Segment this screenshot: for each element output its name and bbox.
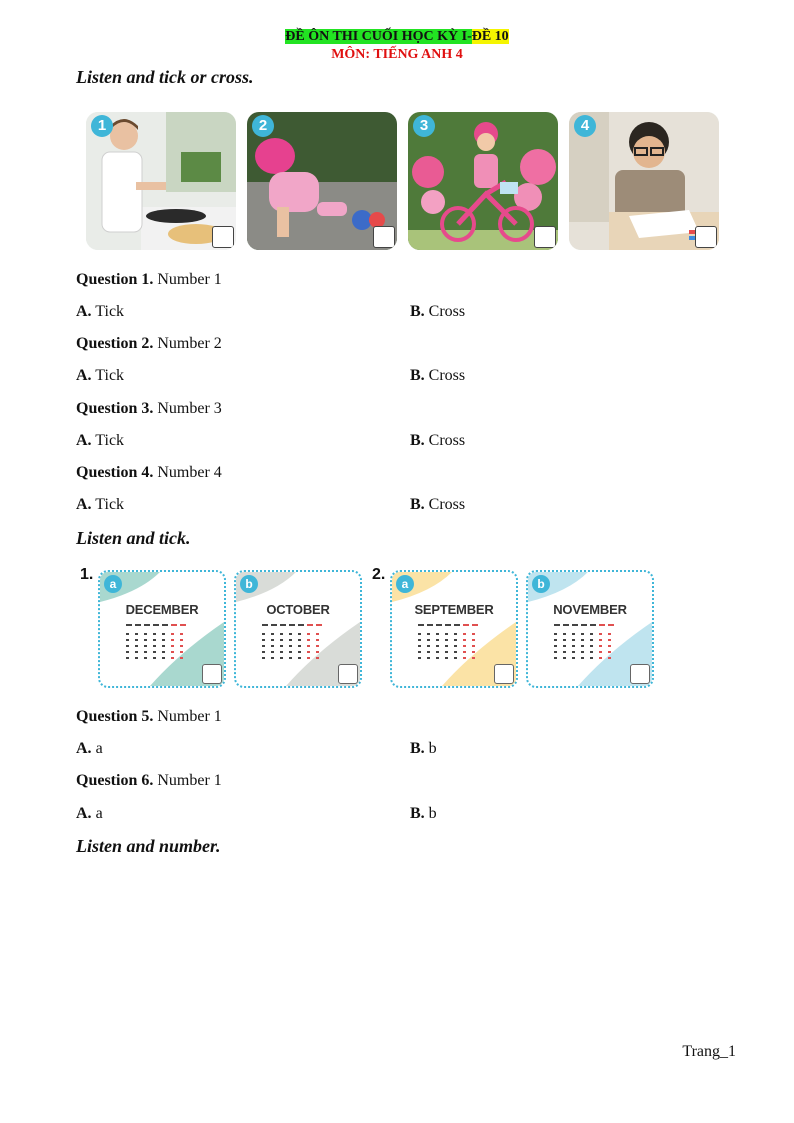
calendar-day-mark [262,657,265,659]
calendar-day-mark [445,633,448,635]
calendar-day-mark [581,645,584,647]
question-4: Question 4. Number 4 [76,464,222,481]
calendar-day-mark [135,645,138,647]
calendar-day-mark [135,624,141,626]
calendar-day-mark [454,651,457,653]
calendar-day-mark [608,633,611,635]
calendar-day-mark [162,657,165,659]
calendar-day-mark [316,645,319,647]
question-2-option-a[interactable]: A. Tick [76,367,125,384]
calendar-day-mark [472,651,475,653]
calendar-day-mark [298,639,301,641]
calendar-day-mark [445,651,448,653]
calendar-day-mark [581,657,584,659]
calendar-day-mark [463,651,466,653]
calendar-day-mark [463,657,466,659]
month-name: SEPTEMBER [414,602,494,617]
calendar-day-mark [418,651,421,653]
calendar-day-mark [271,639,274,641]
calendar-day-mark [590,624,596,626]
calendar-day-mark [572,645,575,647]
month-name: DECEMBER [125,602,199,617]
answer-box[interactable] [338,664,358,684]
calendar-card [390,570,518,688]
calendar-day-mark [599,633,602,635]
calendar-day-mark [316,624,322,626]
calendar-day-mark [162,624,168,626]
calendar-day-mark [171,651,174,653]
calendar-day-mark [298,645,301,647]
answer-box[interactable] [534,226,556,248]
exam-title [0,28,794,46]
answer-box[interactable] [695,226,717,248]
calendar-day-mark [126,639,129,641]
calendar-day-mark [298,657,301,659]
calendar-day-mark [590,639,593,641]
calendar-day-mark [307,639,310,641]
calendar-day-mark [280,624,286,626]
calendar-day-mark [472,657,475,659]
calendar-day-mark [135,651,138,653]
calendar-day-mark [162,645,165,647]
calendar-day-mark [180,639,183,641]
picture-2 [247,112,397,250]
calendar-day-mark [563,645,566,647]
calendar-day-mark [316,657,319,659]
mini-calendar-grid [554,624,626,666]
calendar-day-mark [427,657,430,659]
calendar-day-mark [307,624,313,626]
calendar-day-mark [563,651,566,653]
calendar-day-mark [599,657,602,659]
calendar-day-mark [289,639,292,641]
picture-number: 4 [574,115,596,137]
answer-box[interactable] [373,226,395,248]
section-heading-listen-and-tick: Listen and tick. [76,528,191,548]
calendar-day-mark [608,624,614,626]
calendar-card [234,570,362,688]
calendar-day-mark [563,633,566,635]
calendar-day-mark [599,651,602,653]
calendar-day-mark [162,651,165,653]
calendar-day-mark [162,639,165,641]
question-5-option-b[interactable]: B. b [410,740,437,757]
calendar-day-mark [271,657,274,659]
question-1-option-b[interactable]: B. Cross [410,303,466,320]
mini-calendar-grid [262,624,334,666]
calendar-day-mark [445,639,448,641]
calendar-day-mark [608,651,611,653]
picture-3 [408,112,558,250]
calendar-day-mark [572,657,575,659]
calendar-day-mark [454,633,457,635]
calendar-day-mark [280,657,283,659]
calendar-day-mark [472,624,478,626]
calendar-day-mark [316,651,319,653]
calendar-day-mark [126,645,129,647]
calendar-day-mark [262,624,268,626]
card-letter: b [532,575,550,593]
section-heading-tick-or-cross: Listen and tick or cross. [76,67,254,87]
calendar-card [526,570,654,688]
calendar-day-mark [153,624,159,626]
calendar-day-mark [581,633,584,635]
calendar-day-mark [418,645,421,647]
exam-title-number: ĐỀ 10 [471,29,509,44]
calendar-day-mark [445,657,448,659]
question-6-option-b[interactable]: B. b [410,805,437,822]
calendar-day-mark [280,651,283,653]
calendar-day-mark [590,651,593,653]
calendar-day-mark [581,624,587,626]
calendar-day-mark [427,639,430,641]
calendar-day-mark [298,624,304,626]
calendar-day-mark [144,639,147,641]
calendar-day-mark [463,633,466,635]
calendar-day-mark [307,633,310,635]
calendar-day-mark [271,633,274,635]
calendar-day-mark [289,651,292,653]
mini-calendar-grid [126,624,198,666]
calendar-strip [76,566,666,692]
calendar-day-mark [590,657,593,659]
calendar-day-mark [599,645,602,647]
calendar-day-mark [463,639,466,641]
calendar-day-mark [162,633,165,635]
calendar-day-mark [262,651,265,653]
calendar-day-mark [280,645,283,647]
calendar-day-mark [289,645,292,647]
calendar-day-mark [445,645,448,647]
question-4-option-a[interactable]: A. Tick [76,496,125,513]
calendar-day-mark [608,645,611,647]
question-3-option-a[interactable]: A. Tick [76,432,125,449]
answer-box[interactable] [202,664,222,684]
calendar-day-mark [418,657,421,659]
month-name: NOVEMBER [553,602,627,617]
calendar-day-mark [436,645,439,647]
calendar-day-mark [427,633,430,635]
calendar-day-mark [262,639,265,641]
calendar-day-mark [180,645,183,647]
calendar-day-mark [590,645,593,647]
picture-1 [86,112,236,250]
answer-box[interactable] [630,664,650,684]
calendar-day-mark [554,639,557,641]
calendar-day-mark [563,639,566,641]
calendar-day-mark [271,651,274,653]
question-6-option-a[interactable]: A. a [76,805,103,822]
calendar-day-mark [307,645,310,647]
picture-4 [569,112,719,250]
calendar-day-mark [608,639,611,641]
answer-box[interactable] [212,226,234,248]
answer-box[interactable] [494,664,514,684]
calendar-day-mark [180,624,186,626]
section-heading-listen-and-number: Listen and number. [76,836,221,856]
calendar-day-mark [144,624,150,626]
calendar-day-mark [436,651,439,653]
calendar-day-mark [171,624,177,626]
calendar-day-mark [554,624,560,626]
calendar-card [98,570,226,688]
calendar-day-mark [153,633,156,635]
calendar-day-mark [454,657,457,659]
card-letter: a [396,575,414,593]
calendar-day-mark [180,657,183,659]
calendar-day-mark [472,633,475,635]
question-1-option-a[interactable]: A. Tick [76,303,125,320]
calendar-day-mark [144,633,147,635]
calendar-day-mark [472,645,475,647]
calendar-day-mark [454,639,457,641]
calendar-day-mark [171,645,174,647]
question-5-option-a[interactable]: A. a [76,740,103,757]
calendar-day-mark [418,624,424,626]
calendar-day-mark [144,651,147,653]
card-letter: a [104,575,122,593]
calendar-day-mark [454,624,460,626]
calendar-day-mark [153,639,156,641]
question-1: Question 1. Number 1 [76,271,222,288]
calendar-day-mark [554,651,557,653]
calendar-day-mark [262,633,265,635]
calendar-day-mark [427,651,430,653]
calendar-day-mark [298,651,301,653]
calendar-day-mark [599,639,602,641]
calendar-day-mark [126,657,129,659]
question-2-option-b[interactable]: B. Cross [410,367,466,384]
calendar-day-mark [126,624,132,626]
calendar-day-mark [436,624,442,626]
calendar-day-mark [307,657,310,659]
calendar-day-mark [271,624,277,626]
calendar-day-mark [581,651,584,653]
calendar-day-mark [472,639,475,641]
calendar-day-mark [298,633,301,635]
calendar-day-mark [144,645,147,647]
calendar-day-mark [271,645,274,647]
calendar-day-mark [171,639,174,641]
picture-number: 1 [91,115,113,137]
calendar-day-mark [171,657,174,659]
question-2: Question 2. Number 2 [76,335,222,352]
calendar-day-mark [563,657,566,659]
calendar-day-mark [289,624,295,626]
calendar-day-mark [153,657,156,659]
question-5: Question 5. Number 1 [76,708,222,725]
calendar-day-mark [554,657,557,659]
calendar-day-mark [316,639,319,641]
calendar-day-mark [126,633,129,635]
question-3-option-b[interactable]: B. Cross [410,432,466,449]
calendar-day-mark [153,651,156,653]
group-number: 2. [372,566,386,583]
calendar-day-mark [144,657,147,659]
picture-strip [86,112,720,252]
calendar-day-mark [463,624,469,626]
calendar-day-mark [436,633,439,635]
question-3: Question 3. Number 3 [76,400,222,417]
calendar-day-mark [135,633,138,635]
picture-number: 3 [413,115,435,137]
calendar-day-mark [436,639,439,641]
calendar-day-mark [418,633,421,635]
calendar-day-mark [445,624,451,626]
calendar-day-mark [171,633,174,635]
calendar-day-mark [463,645,466,647]
calendar-day-mark [427,624,433,626]
calendar-day-mark [608,657,611,659]
calendar-day-mark [153,645,156,647]
calendar-day-mark [454,645,457,647]
calendar-day-mark [180,651,183,653]
calendar-day-mark [307,651,310,653]
calendar-day-mark [554,633,557,635]
month-name: OCTOBER [266,602,330,617]
exam-title-main: ĐỀ ÔN THI CUỐI HỌC KỲ I- [285,29,472,44]
calendar-day-mark [572,624,578,626]
calendar-day-mark [581,639,584,641]
calendar-day-mark [262,645,265,647]
mini-calendar-grid [418,624,490,666]
calendar-day-mark [436,657,439,659]
calendar-day-mark [563,624,569,626]
calendar-day-mark [280,639,283,641]
calendar-day-mark [427,645,430,647]
calendar-day-mark [135,657,138,659]
calendar-day-mark [572,639,575,641]
calendar-day-mark [280,633,283,635]
calendar-day-mark [135,639,138,641]
calendar-day-mark [418,639,421,641]
calendar-day-mark [289,633,292,635]
calendar-day-mark [590,633,593,635]
calendar-day-mark [180,633,183,635]
picture-number: 2 [252,115,274,137]
page-number: Trang_1 [682,1043,736,1060]
exam-subject: MÔN: TIẾNG ANH 4 [331,47,463,62]
calendar-day-mark [572,651,575,653]
calendar-day-mark [126,651,129,653]
calendar-day-mark [289,657,292,659]
group-number: 1. [80,566,94,583]
card-letter: b [240,575,258,593]
question-6: Question 6. Number 1 [76,772,222,789]
question-4-option-b[interactable]: B. Cross [410,496,466,513]
calendar-day-mark [554,645,557,647]
calendar-day-mark [572,633,575,635]
calendar-day-mark [316,633,319,635]
calendar-day-mark [599,624,605,626]
